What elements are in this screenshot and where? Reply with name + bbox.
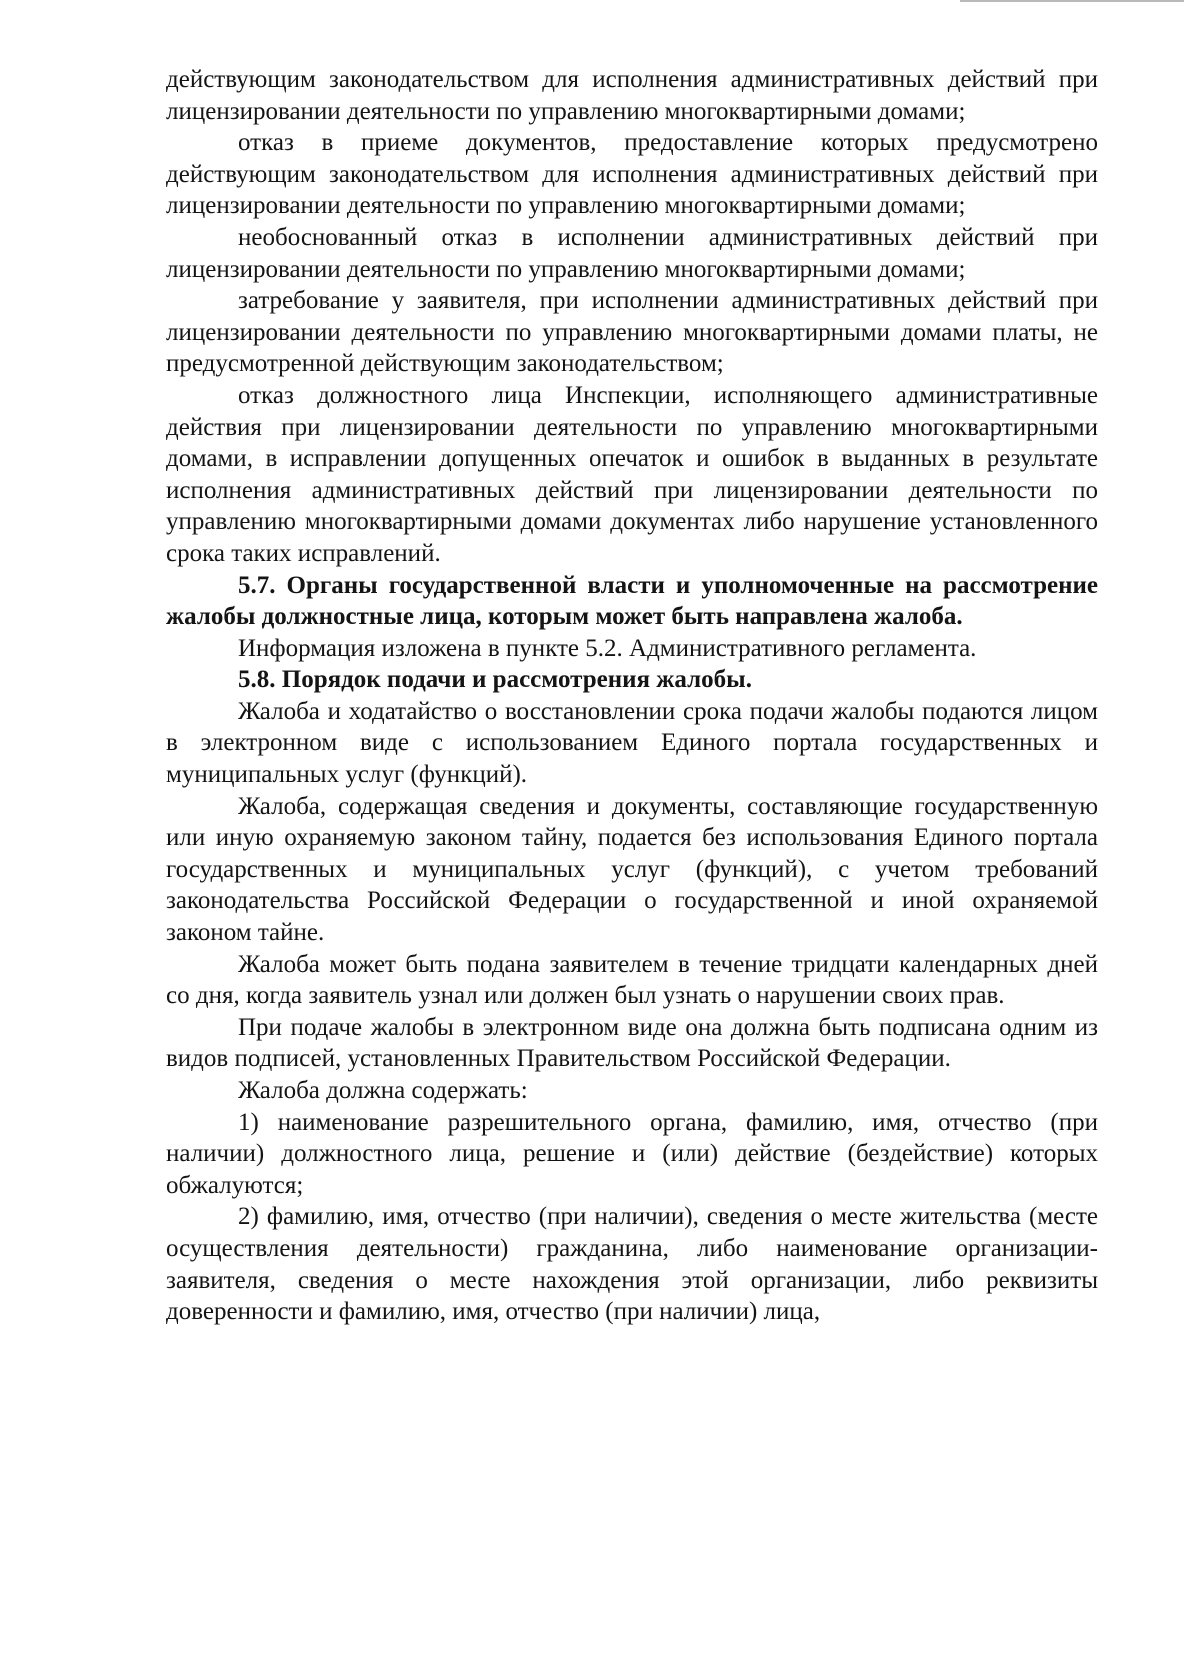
paragraph-continuation: действующим законодательством для исполнения административных действий при лицензировании деятельности по управлению многоквартирными домами; [166,66,1098,125]
paragraph-thirty-days: Жалоба может быть подана заявителем в течение тридцати календарных дней со дня, когда заявитель узнал или должен был узнать о нарушении своих прав. [166,950,1098,1010]
paragraph-refusal-documents: отказ в приеме документов, предоставление которых предусмотрено действующим законодательством для исполнения административных действий при лицензировании деятельности по управлению многоквартирными домами; [166,129,1098,220]
paragraph-correction-refusal: отказ должностного лица Инспекции, исполняющего административные действия при лицензировании деятельности по управлению многоквартирными домами, в исправлении допущенных опечаток и ошибок в выданных в результате исполнения административных действий при лицензировании деятельности по управлению многоквартирными домами документах либо нарушение установленного срока таких исправлений. [166,381,1098,567]
page-top-rule [960,0,1184,2]
list-item-2: 2) фамилию, имя, отчество (при наличии), сведения о месте жительства (месте осуществления деятельности) гражданина, либо наименование организации-заявителя, сведения о месте нахождения этой организации, либо реквизиты доверенности и фамилию, имя, отчество (при наличии) лица, [166,1203,1098,1326]
paragraph-secret-information: Жалоба, содержащая сведения и документы, составляющие государственную или иную охраняемую законом тайну, подается без использования Единого портала государственных и муниципальных услуг (функций), с учетом требований законодательства Российской Федерации о государственной и иной охраняемой законом тайне. [166,792,1098,947]
section-heading-5-8: 5.8. Порядок подачи и рассмотрения жалобы. [238,666,752,694]
paragraph-complaint-submission: Жалоба и ходатайство о восстановлении срока подачи жалобы подаются лицом в электронном виде с использованием Единого портала государственных и муниципальных услуг (функций). [166,697,1098,789]
section-heading-5-7: 5.7. Органы государственной власти и уполномоченные на рассмотрение жалобы должностные лица, которым может быть направлена жалоба. [166,571,1098,631]
paragraph-info-reference: Информация изложена в пункте 5.2. Административного регламента. [238,634,977,662]
paragraph-complaint-contents: Жалоба должна содержать: [238,1077,528,1104]
list-item-1: 1) наименование разрешительного органа, фамилию, имя, отчество (при наличии) должностного лица, решение и (или) действие (бездействие) которых обжалуются; [166,1108,1098,1199]
paragraph-electronic-signature: При подаче жалобы в электронном виде она должна быть подписана одним из видов подписей, установленных Правительством Российской Федерации. [166,1013,1098,1073]
paragraph-unjustified-refusal: необоснованный отказ в исполнении административных действий при лицензировании деятельности по управлению многоквартирными домами; [166,223,1098,283]
paragraph-fee-demand: затребование у заявителя, при исполнении административных действий при лицензировании деятельности по управлению многоквартирными домами платы, не предусмотренной действующим законодательством; [166,287,1098,378]
document-page [166,64,1098,1328]
